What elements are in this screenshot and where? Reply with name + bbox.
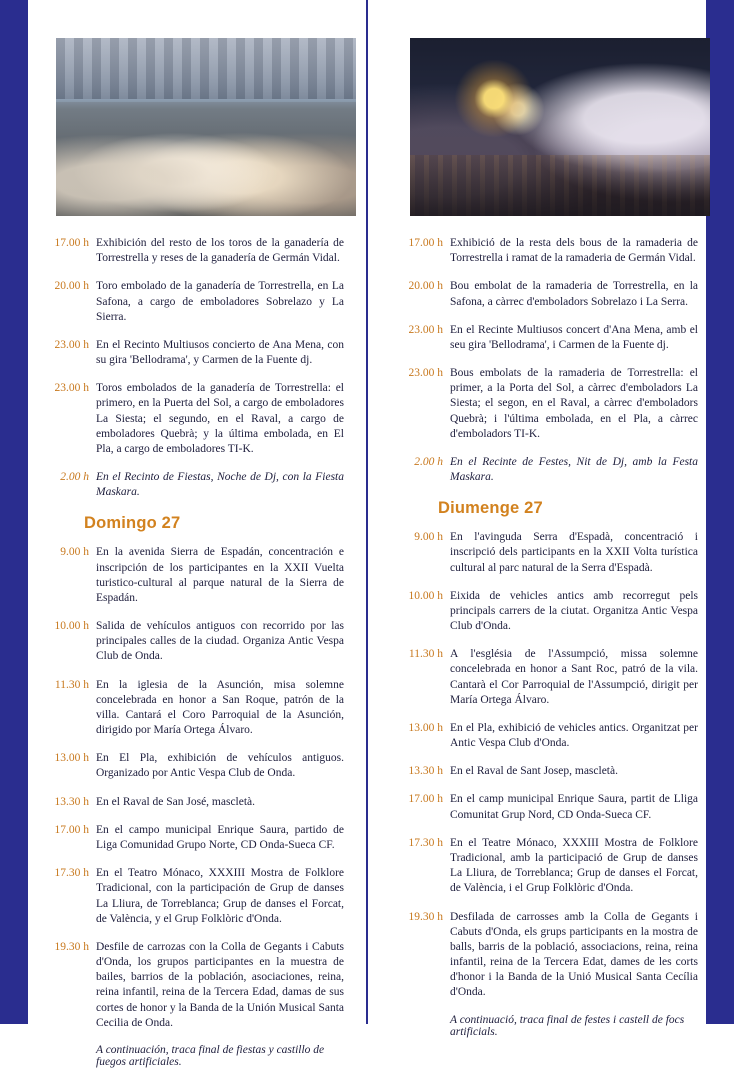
entry-time: 13.00 h (408, 721, 443, 734)
schedule-entry (42, 381, 356, 457)
spanish-sunday-entries (42, 545, 356, 1030)
entry-time: 17.00 h (54, 237, 89, 249)
schedule-entry (396, 236, 710, 266)
entry-description: En el Raval de Sant Josep, mascletà. (450, 765, 618, 778)
photo-falleras-group (56, 38, 356, 216)
entry-time: 20.00 h (408, 280, 443, 293)
schedule-entry (396, 323, 710, 353)
schedule-entry (42, 866, 356, 927)
entry-description: Eixida de vehicles antics amb recorregut pels principals carrers de la ciutat. Organitza Antic Vespa Club d'Onda. (450, 589, 698, 633)
schedule-entry (396, 836, 710, 897)
entry-description: En el Recinto de Fiestas, Noche de Dj, con la Fiesta Maskara. (96, 471, 344, 499)
entry-time: 11.30 h (408, 648, 443, 661)
entry-description: En la iglesia de la Asunción, misa solemne concelebrada en honor a San Roque, patrón de la villa. Cantará el Coro Parroquial de la Asunción, dirigido por María Ortega Álvaro. (96, 678, 344, 737)
closing-spacer (44, 1044, 96, 1068)
entry-time: 23.00 h (54, 338, 89, 351)
entry-time: 9.00 h (60, 546, 89, 559)
schedule-entry (42, 940, 356, 1031)
valencian-sunday-entries (396, 530, 710, 1000)
entry-time: 19.30 h (408, 910, 443, 923)
schedule-entry (42, 545, 356, 606)
entry-description: Salida de vehículos antiguos con recorrido por las principales calles de la ciudad. Organiza Antic Vespa Club de Onda. (96, 620, 344, 663)
valencian-saturday-entries (396, 236, 710, 485)
valencian-day-title: Diumenge 27 (438, 499, 543, 518)
page-number: 72 (36, 987, 52, 1002)
schedule-entry (396, 530, 710, 576)
entry-description: Exhibición del resto de los toros de la ganadería de Torrestrella y reses de la ganadería de Germán Vidal. (96, 237, 344, 265)
entry-description: En el Recinte Multiusos concert d'Ana Mena, amb el seu gira 'Bellodrama', i Carmen de la Fuente dj. (450, 323, 698, 351)
entry-description: En el Recinte de Festes, Nit de Dj, amb la Festa Maskara. (450, 455, 698, 484)
photo-night-parade (410, 38, 710, 216)
entry-description: En el Teatre Mónaco, XXXIII Mostra de Folklore Tradicional, amb la participació de Grup de danses La Lliura, de Torreblanca; Grup de danses el Forcat, de València, i el Grup Folklòric d'Onda. (450, 836, 698, 895)
schedule-entry (396, 589, 710, 635)
schedule-entry (42, 678, 356, 739)
schedule-entry (396, 279, 710, 309)
closing-text: A continuació, traca final de festes i castell de focs artificials. (450, 1013, 685, 1038)
entry-time: 17.00 h (408, 793, 443, 806)
schedule-entry (396, 792, 710, 822)
entry-description: Bou embolat de la ramaderia de Torrestrella, en la Safona, a càrrec d'emboladors Sobrelazo i La Serra. (450, 280, 698, 308)
left-blue-margin (0, 0, 28, 1024)
entry-time: 23.00 h (54, 382, 89, 395)
entry-description: En el Raval de San José, mascletà. (96, 795, 256, 808)
entry-time: 13.00 h (54, 752, 89, 765)
schedule-entry (42, 619, 356, 665)
entry-description: Desfilada de carrosses amb la Colla de Gegants i Cabuts d'Onda, els grups participants en la mostra de balls, barris de la població, associacions, reina, reina infantil, reina de la Tercera Edat, dames de les corts d'honor i la Banda de la Unió Musical Santa Cecília d'Onda. (450, 910, 698, 999)
schedule-entry (42, 751, 356, 781)
entry-description: En l'avinguda Serra d'Espadà, concentració i inscripció dels participants en la XXII Volta turística cultural al parc natural de la Serra d'Espadà. (450, 531, 698, 574)
entry-description: Desfile de carrozas con la Colla de Gegants i Cabuts d'Onda, los grupos participantes en la muestra de bailes, barrios de la población, asociaciones, reina, reina infantil, reina de la Tercera Edad, damas de sus cortes de honor y la Banda de la Unión Musical Santa Cecilia de Onda. (96, 940, 344, 1029)
entry-time: 2.00 h (414, 455, 443, 468)
spanish-column (42, 0, 356, 1068)
entry-time: 17.30 h (54, 867, 89, 880)
entry-description: En el Teatro Mónaco, XXXIII Mostra de Folklore Tradicional, con la participación de Grup de danses La Lliura, de Torreblanca; Grup de danses el Forcat, de València, y el Grup Folklòric d'Onda. (96, 867, 344, 925)
schedule-entry (396, 764, 710, 779)
schedule-entry (396, 721, 710, 751)
schedule-entry (42, 279, 356, 325)
entry-description: Toro embolado de la ganadería de Torrestrella, en La Safona, a cargo de emboladores Sobrelazo y La Sierra. (96, 280, 344, 323)
schedule-entry (396, 910, 710, 1001)
entry-time: 17.00 h (54, 823, 89, 836)
valencian-column (396, 0, 710, 1038)
schedule-entry (396, 647, 710, 708)
closing-text: A continuación, traca final de fiestas y castillo de fuegos artificiales. (96, 1043, 325, 1068)
spanish-closing-note (42, 1044, 356, 1068)
entry-description: En el camp municipal Enrique Saura, partit de Lliga Comunitat Grup Nord, CD Onda-Sueca CF. (450, 793, 698, 821)
entry-time: 20.00 h (54, 280, 89, 293)
entry-time: 13.30 h (54, 795, 89, 808)
schedule-entry (42, 236, 356, 266)
valencian-closing-note (396, 1014, 710, 1038)
entry-description: En la avenida Sierra de Espadán, concentración e inscripción de los participantes en la XXII Vuelta turistico-cultural al parque natural de la Sierra de Espadán. (96, 546, 344, 604)
entry-description: Toros embolados de la ganadería de Torrestrella: el primero, en la Puerta del Sol, a cargo de emboladores La Siesta; el segundo, en el Raval, a cargo de emboladores Quebrà; y la última embolada, en El Pla, a cargo de emboladores TI-K. (96, 382, 344, 455)
schedule-entry (42, 823, 356, 853)
schedule-entry (396, 455, 710, 485)
entry-time: 17.30 h (408, 836, 443, 849)
entry-time: 2.00 h (60, 471, 89, 484)
entry-time: 17.00 h (408, 237, 443, 249)
entry-time: 23.00 h (408, 367, 443, 380)
entry-description: Bous embolats de la ramaderia de Torrestrella: el primer, a la Porta del Sol, a càrrec d'emboladors La Siesta; el segon, en el Raval, a càrrec d'emboladors Quebrà; i l'última embolada, en el Pla, a càrrec d'emboladors TI-K. (450, 367, 698, 440)
entry-time: 13.30 h (408, 765, 443, 778)
entry-time: 19.30 h (54, 940, 89, 953)
entry-time: 11.30 h (54, 678, 89, 691)
entry-description: En el Pla, exhibició de vehicles antics. Organitzat per Antic Vespa Club d'Onda. (450, 721, 698, 750)
entry-description: A l'església de l'Assumpció, missa solemne concelebrada en honor a Sant Roc, patró de la vila. Cantarà el Cor Parroquial de l'Assumpció, dirigit per María Ortega Álvaro. (450, 648, 698, 706)
spanish-day-title: Domingo 27 (84, 514, 181, 533)
entry-description: En El Pla, exhibición de vehículos antiguos. Organizado por Antic Vespa Club de Onda. (96, 752, 344, 780)
entry-description: En el campo municipal Enrique Saura, partido de Liga Comunidad Grupo Norte, CD Onda-Sueca CF. (96, 823, 344, 851)
columns-wrapper (28, 0, 706, 1068)
closing-spacer (398, 1014, 450, 1038)
schedule-entry (42, 338, 356, 368)
schedule-entry (396, 366, 710, 442)
schedule-entry (42, 470, 356, 500)
entry-time: 10.00 h (408, 589, 443, 602)
right-blue-margin (706, 0, 734, 1024)
entry-time: 23.00 h (408, 323, 443, 336)
entry-time: 9.00 h (414, 531, 443, 544)
spanish-saturday-entries (42, 236, 356, 500)
entry-description: En el Recinto Multiusos concierto de Ana Mena, con su gira 'Bellodrama', y Carmen de la Fuente dj. (96, 338, 344, 367)
schedule-entry (42, 795, 356, 810)
entry-description: Exhibició de la resta dels bous de la ramaderia de Torrestrella i ramat de la ramaderia de Germán Vidal. (450, 237, 698, 265)
entry-time: 10.00 h (54, 620, 89, 633)
